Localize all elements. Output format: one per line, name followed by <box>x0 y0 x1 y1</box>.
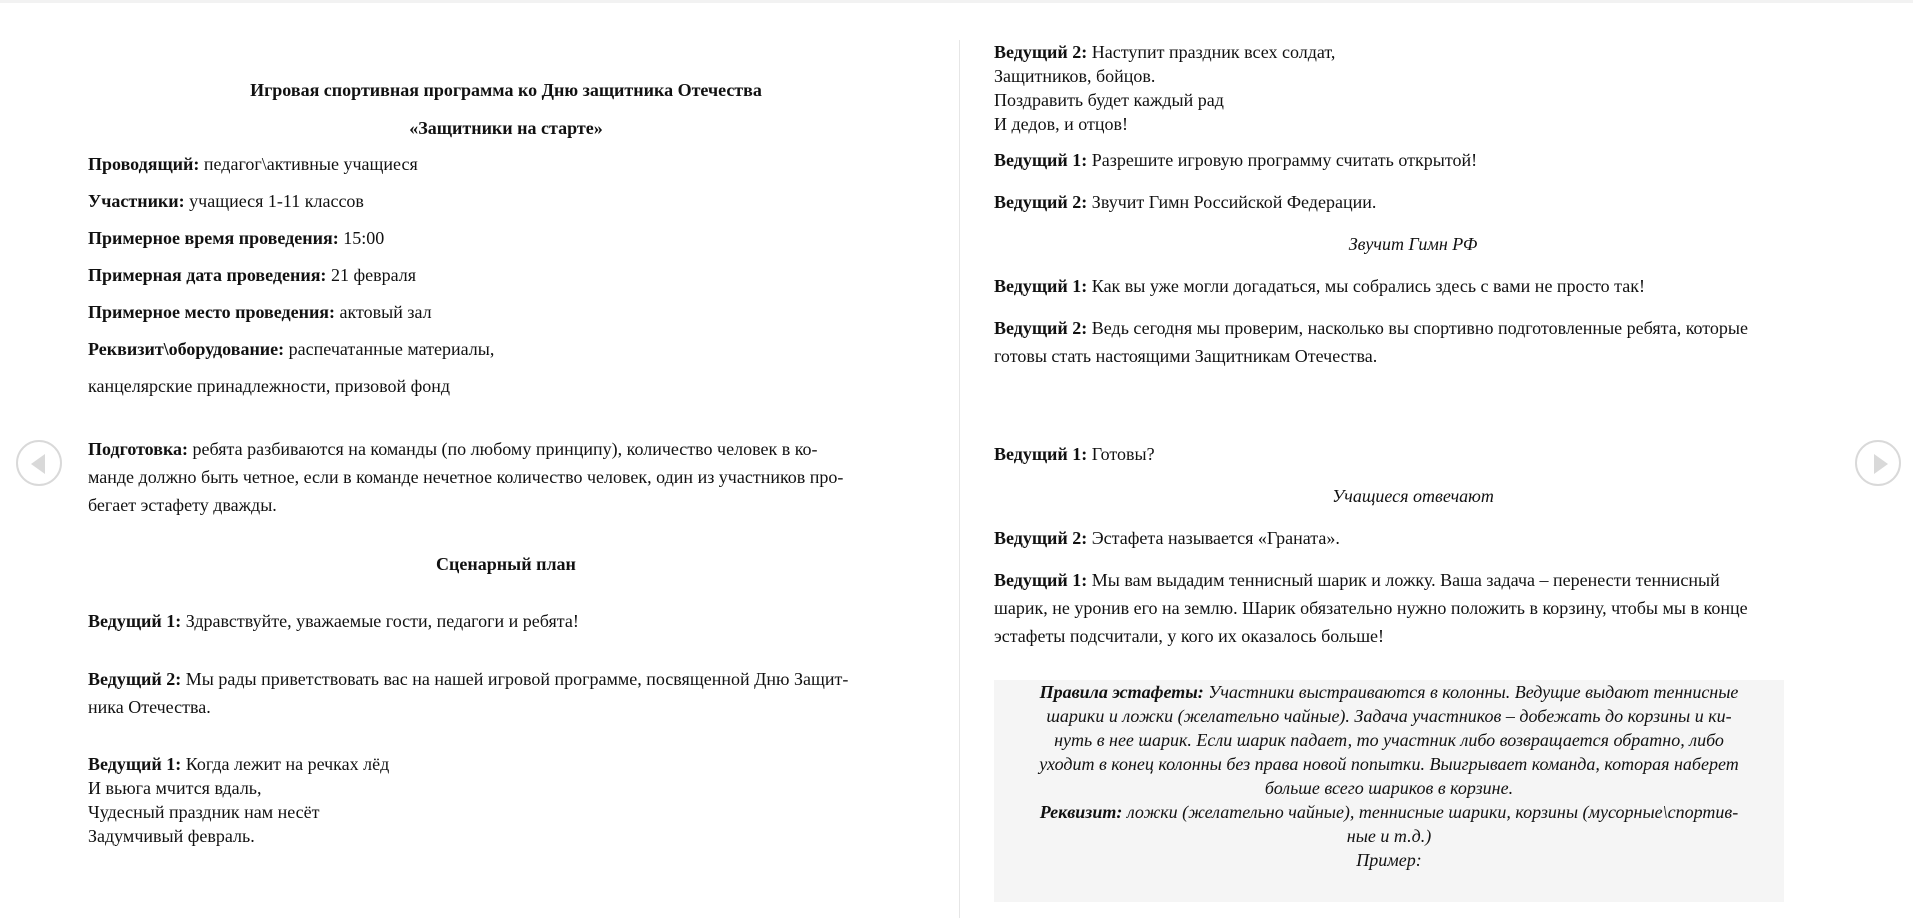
speech-text: Как вы уже могли догадаться, мы собрались здесь с вами не просто так! <box>1087 276 1645 296</box>
speech-text: Здравствуйте, уважаемые гости, педагоги и ребята! <box>181 611 579 631</box>
speech-text: Разрешите игровую программу считать открытой! <box>1087 150 1478 170</box>
speaker-label: Ведущий 1: <box>88 754 182 774</box>
speaker-label: Ведущий 2: <box>88 669 182 689</box>
speaker-label: Ведущий 2: <box>994 192 1088 212</box>
chevron-left-icon <box>31 454 45 474</box>
info-value: учащиеся 1-11 классов <box>184 191 364 211</box>
poem-line: Наступит праздник всех солдат, <box>1087 42 1336 62</box>
speech-text: шарик, не уронив его на землю. Шарик обязательно нужно положить в корзину, чтобы мы в конце <box>994 598 1748 618</box>
speech-text: Звучит Гимн Российской Федерации. <box>1087 192 1377 212</box>
preparation-paragraph <box>88 437 924 517</box>
info-label: Примерное время проведения: <box>88 228 339 248</box>
poem-line: Защитников, бойцов. <box>994 66 1156 86</box>
speaker-label: Ведущий 1: <box>994 570 1088 590</box>
speaker-label: Ведущий 1: <box>994 150 1088 170</box>
info-time <box>88 226 924 250</box>
host1-poem <box>88 752 924 848</box>
info-date <box>88 263 924 287</box>
info-value: распечатанные материалы, <box>284 339 495 359</box>
example-label: Пример: <box>1356 850 1422 870</box>
rules-line: шарики и ложки (желательно чайные). Задача участников – добежать до корзины и ки- <box>1046 706 1732 726</box>
info-place <box>88 300 924 324</box>
host2-welcome <box>88 667 924 719</box>
info-label: Участники: <box>88 191 185 211</box>
props-line: ные и т.д.) <box>1346 826 1432 846</box>
host1-guess <box>994 274 1832 298</box>
props-label: Реквизит: <box>1039 802 1123 822</box>
speaker-label: Ведущий 2: <box>994 42 1088 62</box>
info-label: Реквизит\оборудование: <box>88 339 285 359</box>
info-value: актовый зал <box>335 302 432 322</box>
section-title: Сценарный план <box>436 554 576 574</box>
speaker-label: Ведущий 2: <box>994 528 1088 548</box>
host1-open <box>994 148 1832 172</box>
poem-line: Когда лежит на речках лёд <box>181 754 390 774</box>
speech-text: Мы вам выдадим теннисный шарик и ложку. Ваша задача – перенести теннисный <box>1087 570 1720 590</box>
host2-anthem <box>994 190 1832 214</box>
speaker-label: Ведущий 1: <box>88 611 182 631</box>
poem-line: И вьюга мчится вдаль, <box>88 778 262 798</box>
speaker-label: Ведущий 2: <box>994 318 1088 338</box>
info-value: 15:00 <box>338 228 385 248</box>
host2-poem <box>994 40 1832 136</box>
page-divider <box>959 40 960 918</box>
rules-line: больше всего шариков в корзине. <box>1264 778 1514 798</box>
rules-line: уходит в конец колонны без права новой попытки. Выигрывает команда, которая наберет <box>1039 754 1739 774</box>
speech-text: ника Отечества. <box>88 697 211 717</box>
speech-text: Эстафета называется «Граната». <box>1087 528 1340 548</box>
props-line: ложки (желательно чайные), теннисные шарики, корзины (мусорные\спортив- <box>1122 802 1739 822</box>
info-label: Проводящий: <box>88 154 200 174</box>
program-subtitle: «Защитники на старте» <box>409 118 603 138</box>
previous-page-button[interactable] <box>16 440 62 486</box>
info-label: Примерное место проведения: <box>88 302 336 322</box>
program-title: Игровая спортивная программа ко Дню защитника Отечества <box>250 80 762 100</box>
poem-line: Задумчивый февраль. <box>88 826 255 846</box>
rules-line: нуть в нее шарик. Если шарик падает, то участник либо возвращается обратно, либо <box>1054 730 1724 750</box>
rules-label: Правила эстафеты: <box>1039 682 1204 702</box>
speech-text: Готовы? <box>1087 444 1155 464</box>
speaker-label: Ведущий 1: <box>994 276 1088 296</box>
host2-check <box>994 316 1832 368</box>
info-label: Примерная дата проведения: <box>88 265 327 285</box>
poem-line: Чудесный праздник нам несёт <box>88 802 320 822</box>
info-participants <box>88 189 924 213</box>
host1-ready <box>994 442 1832 466</box>
top-border <box>0 0 1913 3</box>
info-value: 21 февраля <box>326 265 416 285</box>
speaker-label: Ведущий 1: <box>994 444 1088 464</box>
host2-relay <box>994 526 1832 550</box>
info-equipment-continuation: канцелярские принадлежности, призовой фонд <box>88 376 451 396</box>
preparation-line: бегает эстафету дважды. <box>88 495 277 515</box>
rules-line: Участники выстраиваются в колонны. Ведущие выдают теннисные <box>1203 682 1739 702</box>
poem-line: И дедов, и отцов! <box>994 114 1128 134</box>
preparation-line: манде должно быть четное, если в команде нечетное количество человек, один из участников про- <box>88 467 844 487</box>
relay-rules-box <box>994 680 1784 902</box>
host1-task <box>994 568 1832 648</box>
preparation-label: Подготовка: <box>88 439 189 459</box>
chevron-right-icon <box>1874 454 1888 474</box>
host1-greeting <box>88 609 924 633</box>
speech-text: готовы стать настоящими Защитникам Отечества. <box>994 346 1378 366</box>
students-answer-note: Учащиеся отвечают <box>1332 486 1494 506</box>
speech-text: Мы рады приветствовать вас на нашей игровой программе, посвященной Дню Защит- <box>181 669 849 689</box>
next-page-button[interactable] <box>1855 440 1901 486</box>
speech-text: эстафеты подсчитали, у кого их оказалось больше! <box>994 626 1385 646</box>
anthem-note: Звучит Гимн РФ <box>1348 234 1478 254</box>
preparation-line: ребята разбиваются на команды (по любому принципу), количество человек в ко- <box>188 439 818 459</box>
speech-text: Ведь сегодня мы проверим, насколько вы спортивно подготовленные ребята, которые <box>1087 318 1749 338</box>
poem-line: Поздравить будет каждый рад <box>994 90 1224 110</box>
info-equipment <box>88 337 924 361</box>
info-value: педагог\активные учащиеся <box>199 154 418 174</box>
info-host <box>88 152 924 176</box>
